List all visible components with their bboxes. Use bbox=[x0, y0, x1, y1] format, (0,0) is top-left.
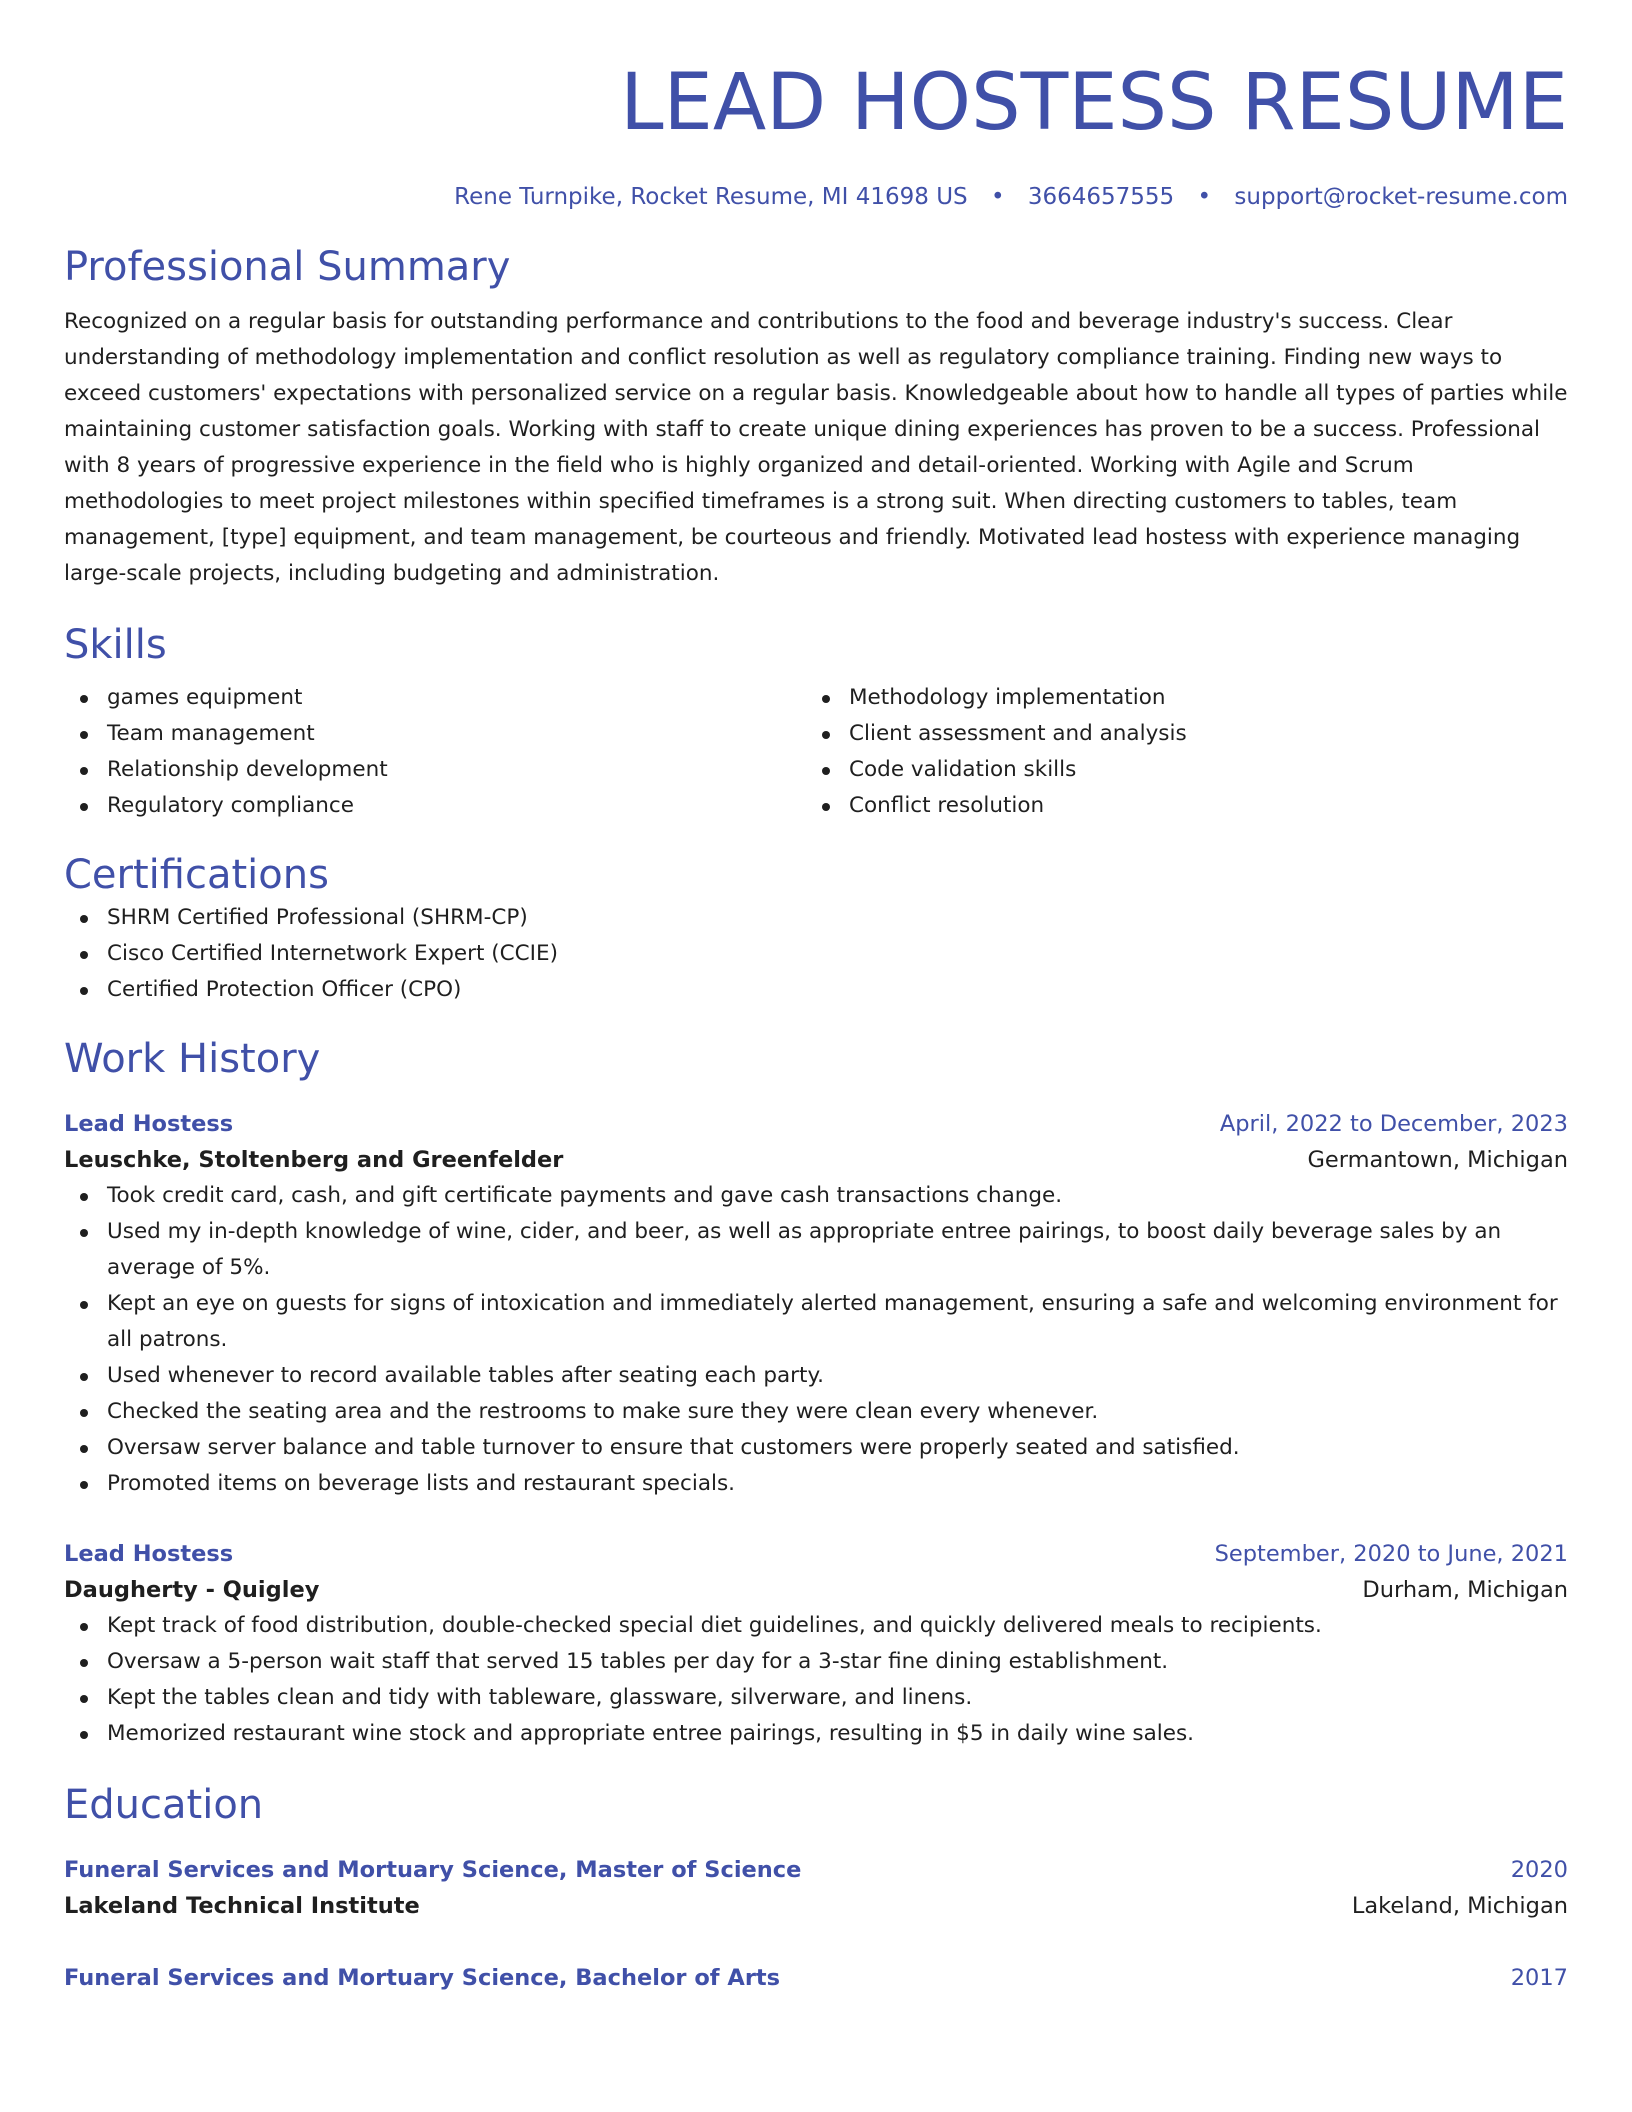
section-heading-summary: Professional Summary bbox=[64, 244, 511, 290]
education-entry bbox=[64, 1960, 1568, 1996]
job-location: Durham, Michigan bbox=[1362, 1577, 1568, 1603]
job-bullet: Oversaw a 5-person wait staff that served 15 tables per day for a 3-star fine dining establishment. bbox=[107, 1644, 1568, 1680]
job-bullet: Promoted items on beverage lists and restaurant specials. bbox=[107, 1466, 1568, 1502]
skill-item: Conflict resolution bbox=[849, 788, 1548, 824]
job-bullets bbox=[64, 1608, 1568, 1752]
job-title: Lead Hostess bbox=[64, 1541, 234, 1567]
section-heading-skills: Skills bbox=[64, 622, 167, 668]
skills-column-left bbox=[64, 680, 806, 824]
job-bullet: Used whenever to record available tables after seating each party. bbox=[107, 1358, 1568, 1394]
skill-item: Regulatory compliance bbox=[107, 788, 806, 824]
job-title: Lead Hostess bbox=[64, 1111, 234, 1137]
skill-item: Code validation skills bbox=[849, 752, 1548, 788]
job-bullet: Kept the tables clean and tidy with tableware, glassware, silverware, and linens. bbox=[107, 1680, 1568, 1716]
job-bullet: Kept track of food distribution, double-checked special diet guidelines, and quickly delivered meals to recipients. bbox=[107, 1608, 1568, 1644]
job-bullet: Memorized restaurant wine stock and appropriate entree pairings, resulting in $5 in daily wine sales. bbox=[107, 1716, 1568, 1752]
job-company: Daugherty - Quigley bbox=[64, 1577, 320, 1603]
education-school-row bbox=[64, 1888, 1568, 1924]
skill-item: Team management bbox=[107, 716, 806, 752]
job-header-row bbox=[64, 1106, 1568, 1142]
job-header-row bbox=[64, 1536, 1568, 1572]
section-heading-education: Education bbox=[64, 1782, 264, 1828]
certifications-list bbox=[64, 900, 1568, 1008]
separator-dot: • bbox=[1197, 184, 1212, 210]
contact-address: Rene Turnpike, Rocket Resume, MI 41698 US bbox=[454, 184, 968, 210]
education-entry bbox=[64, 1852, 1568, 1924]
contact-line bbox=[64, 182, 1568, 212]
job-company-row bbox=[64, 1572, 1568, 1608]
job-dates: September, 2020 to June, 2021 bbox=[1214, 1541, 1568, 1567]
job-bullet: Oversaw server balance and table turnover to ensure that customers were properly seated and satisfied. bbox=[107, 1430, 1568, 1466]
job-entry bbox=[64, 1536, 1568, 1752]
skill-item: Relationship development bbox=[107, 752, 806, 788]
education-location: Lakeland, Michigan bbox=[1351, 1893, 1568, 1919]
education-degree: Funeral Services and Mortuary Science, Master of Science bbox=[64, 1857, 802, 1883]
education-year: 2020 bbox=[1510, 1857, 1568, 1883]
skills-grid bbox=[64, 680, 1568, 824]
resume-title: LEAD HOSTESS RESUME bbox=[620, 58, 1568, 148]
contact-phone: 3664657555 bbox=[1027, 184, 1175, 210]
section-heading-certifications: Certifications bbox=[64, 852, 329, 898]
skill-item: Client assessment and analysis bbox=[849, 716, 1548, 752]
education-header-row bbox=[64, 1960, 1568, 1996]
job-entry bbox=[64, 1106, 1568, 1502]
education-year: 2017 bbox=[1510, 1965, 1568, 1991]
job-company-row bbox=[64, 1142, 1568, 1178]
skills-column-right bbox=[806, 680, 1548, 824]
skills-list-right bbox=[806, 680, 1548, 824]
job-bullet: Used my in-depth knowledge of wine, cider, and beer, as well as appropriate entree pairings, to boost daily beverage sales by an average of 5%. bbox=[107, 1214, 1568, 1286]
job-dates: April, 2022 to December, 2023 bbox=[1219, 1111, 1568, 1137]
job-company: Leuschke, Stoltenberg and Greenfelder bbox=[64, 1147, 564, 1173]
certification-item: Cisco Certified Internetwork Expert (CCIE) bbox=[107, 936, 1568, 972]
skill-item: Methodology implementation bbox=[849, 680, 1548, 716]
certification-item: Certified Protection Officer (CPO) bbox=[107, 972, 1568, 1008]
separator-dot: • bbox=[990, 184, 1005, 210]
certification-item: SHRM Certified Professional (SHRM-CP) bbox=[107, 900, 1568, 936]
education-school: Lakeland Technical Institute bbox=[64, 1893, 420, 1919]
job-bullets bbox=[64, 1178, 1568, 1502]
job-location: Germantown, Michigan bbox=[1307, 1147, 1568, 1173]
section-heading-work-history: Work History bbox=[64, 1036, 321, 1082]
education-header-row bbox=[64, 1852, 1568, 1888]
job-bullet: Checked the seating area and the restrooms to make sure they were clean every whenever. bbox=[107, 1394, 1568, 1430]
skill-item: games equipment bbox=[107, 680, 806, 716]
contact-email[interactable]: support@rocket-resume.com bbox=[1234, 184, 1568, 210]
summary-text: Recognized on a regular basis for outstanding performance and contributions to the food and beverage industry's success. Clear understanding of methodology implementation and conflict resolution as well as regulatory compliance training. Finding new ways to exceed customers' expectations with personalized service on a regular basis. Knowledgeable about how to handle all types of parties while maintaining customer satisfaction goals. Working with staff to create unique dining experiences has proven to be a success. Professional with 8 years of progressive experience in the field who is highly organized and detail-oriented. Working with Agile and Scrum methodologies to meet project milestones within specified timeframes is a strong suit. When directing customers to tables, team management, [type] equipment, and team management, be courteous and friendly. Motivated lead hostess with experience managing large-scale projects, including budgeting and administration. bbox=[64, 309, 1568, 586]
education-degree: Funeral Services and Mortuary Science, Bachelor of Arts bbox=[64, 1965, 781, 1991]
skills-list-left bbox=[64, 680, 806, 824]
job-bullet: Kept an eye on guests for signs of intoxication and immediately alerted management, ensuring a safe and welcoming environment for all patrons. bbox=[107, 1286, 1568, 1358]
job-bullet: Took credit card, cash, and gift certificate payments and gave cash transactions change. bbox=[107, 1178, 1568, 1214]
